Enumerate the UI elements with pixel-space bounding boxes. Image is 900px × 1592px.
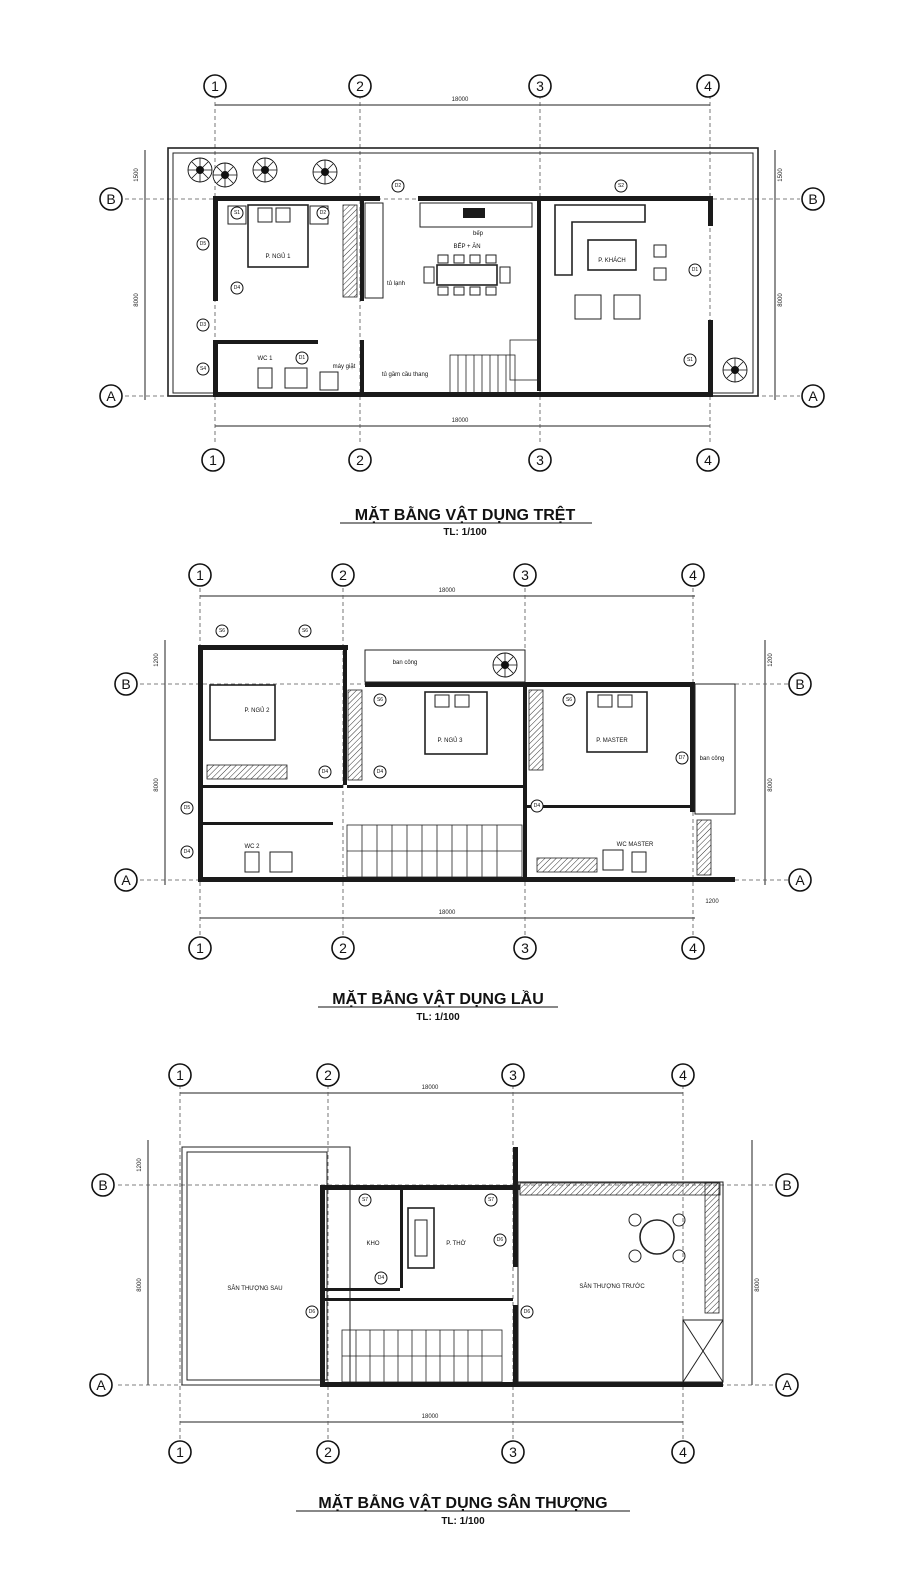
svg-text:3: 3 xyxy=(509,1067,517,1083)
svg-text:D3: D3 xyxy=(199,322,207,328)
svg-text:D6: D6 xyxy=(496,1237,504,1243)
plan-scale: TL: 1/100 xyxy=(416,1012,460,1023)
tag-marker xyxy=(231,282,243,294)
tag-marker xyxy=(197,238,209,250)
grid-bubble xyxy=(100,188,122,210)
dim-side-mid-left: 8000 xyxy=(134,293,140,307)
grid-bubble xyxy=(802,188,824,210)
svg-text:1: 1 xyxy=(209,452,217,468)
tag-marker xyxy=(296,352,308,364)
svg-text:D4: D4 xyxy=(377,1275,385,1281)
room-label: P. NGỦ 1 xyxy=(265,254,291,260)
grid-bubble xyxy=(204,75,226,97)
room-label: tủ gầm cầu thang xyxy=(381,372,429,378)
tag-marker xyxy=(359,1194,371,1206)
grid-bubble xyxy=(169,1441,191,1463)
grid-bubble xyxy=(514,564,536,586)
tag-marker xyxy=(563,694,575,706)
dim-overall-bottom: 18000 xyxy=(451,418,469,424)
svg-text:B: B xyxy=(98,1177,108,1193)
svg-text:4: 4 xyxy=(679,1067,687,1083)
svg-text:3: 3 xyxy=(521,567,529,583)
svg-text:4: 4 xyxy=(704,78,712,94)
tag-marker xyxy=(181,846,193,858)
grid-bubble xyxy=(514,937,536,959)
svg-text:B: B xyxy=(106,191,116,207)
svg-text:1: 1 xyxy=(196,940,204,956)
grid-bubble xyxy=(672,1441,694,1463)
room-label: KHO xyxy=(366,1241,380,1247)
svg-text:1: 1 xyxy=(176,1444,184,1460)
room-label: P. NGỦ 3 xyxy=(437,738,463,744)
grid-bubble xyxy=(202,449,224,471)
plan-upper xyxy=(115,564,811,1023)
svg-text:D4: D4 xyxy=(321,769,329,775)
dim-side-top-left: 1200 xyxy=(154,653,160,667)
grid-bubble xyxy=(529,449,551,471)
grid-bubble xyxy=(529,75,551,97)
svg-text:A: A xyxy=(782,1377,792,1393)
svg-text:A: A xyxy=(121,872,131,888)
grid-bubble xyxy=(169,1064,191,1086)
room-label: ban công xyxy=(392,660,418,666)
dim-overall-top: 18000 xyxy=(451,97,469,103)
dim-balcony: 1200 xyxy=(705,899,719,905)
grid-bubble xyxy=(189,937,211,959)
svg-text:3: 3 xyxy=(521,940,529,956)
grid-bubble xyxy=(349,75,371,97)
svg-text:D2: D2 xyxy=(319,210,327,216)
grid-bubble xyxy=(776,1174,798,1196)
svg-text:S4: S4 xyxy=(199,366,207,372)
tag-marker xyxy=(615,180,627,192)
svg-text:S7: S7 xyxy=(361,1197,369,1203)
dim-side-top-left: 1500 xyxy=(134,168,140,182)
dim-overall-bottom: 18000 xyxy=(438,910,456,916)
svg-text:S6: S6 xyxy=(376,697,384,703)
tag-marker xyxy=(231,207,243,219)
grid-bubble xyxy=(502,1441,524,1463)
svg-text:2: 2 xyxy=(356,78,364,94)
svg-text:S1: S1 xyxy=(233,210,241,216)
svg-text:D2: D2 xyxy=(394,183,402,189)
svg-text:S6: S6 xyxy=(565,697,573,703)
room-label: tủ lạnh xyxy=(386,281,406,287)
grid-bubble xyxy=(317,1064,339,1086)
room-label: WC MASTER xyxy=(616,842,654,848)
room-label: WC 1 xyxy=(257,356,273,362)
room-label: P. NGỦ 2 xyxy=(244,708,270,714)
plan-scale: TL: 1/100 xyxy=(443,527,487,538)
grid-bubble xyxy=(682,937,704,959)
svg-text:3: 3 xyxy=(509,1444,517,1460)
grid-bubble xyxy=(802,385,824,407)
svg-text:2: 2 xyxy=(339,940,347,956)
svg-text:4: 4 xyxy=(689,567,697,583)
svg-text:D1: D1 xyxy=(298,355,306,361)
svg-text:D6: D6 xyxy=(308,1309,316,1315)
svg-text:2: 2 xyxy=(324,1067,332,1083)
svg-text:A: A xyxy=(106,388,116,404)
tag-marker xyxy=(197,319,209,331)
dim-overall-top: 18000 xyxy=(438,588,456,594)
tag-marker xyxy=(375,1272,387,1284)
grid-bubble xyxy=(100,385,122,407)
plan-title: MẶT BẰNG VẬT DỤNG TRỆT xyxy=(354,507,576,524)
svg-text:A: A xyxy=(808,388,818,404)
room-label: P. THỜ xyxy=(446,1241,466,1247)
tag-marker xyxy=(485,1194,497,1206)
grid-bubble xyxy=(776,1374,798,1396)
svg-text:1: 1 xyxy=(211,78,219,94)
grid-bubble xyxy=(502,1064,524,1086)
grid-bubble xyxy=(189,564,211,586)
dim-side-mid-right: 8000 xyxy=(768,778,774,792)
room-label: BẾP + ĂN xyxy=(453,244,481,250)
svg-text:A: A xyxy=(96,1377,106,1393)
svg-text:S7: S7 xyxy=(487,1197,495,1203)
tag-marker xyxy=(374,766,386,778)
grid-bubble xyxy=(332,937,354,959)
svg-text:B: B xyxy=(795,676,805,692)
tag-marker xyxy=(531,800,543,812)
grid-bubble xyxy=(317,1441,339,1463)
room-label: SÂN THƯỢNG TRƯỚC xyxy=(579,1284,645,1290)
svg-text:D4: D4 xyxy=(233,285,241,291)
plan-title: MẶT BẰNG VẬT DỤNG SÂN THƯỢNG xyxy=(318,1495,608,1512)
tag-marker xyxy=(181,802,193,814)
grid-bubble xyxy=(672,1064,694,1086)
svg-text:D4: D4 xyxy=(533,803,541,809)
room-label: bếp xyxy=(472,231,484,237)
tag-marker xyxy=(197,363,209,375)
grid-bubble xyxy=(697,75,719,97)
grid-bubble xyxy=(115,869,137,891)
grid-bubble xyxy=(697,449,719,471)
dim-overall-bottom: 18000 xyxy=(421,1414,439,1420)
svg-text:D7: D7 xyxy=(678,755,686,761)
plan-title: MẶT BẰNG VẬT DỤNG LẦU xyxy=(332,991,544,1008)
svg-text:A: A xyxy=(795,872,805,888)
dim-side-top-left: 1200 xyxy=(137,1158,143,1172)
grid-bubble xyxy=(332,564,354,586)
plan-roof xyxy=(90,1064,798,1527)
svg-text:2: 2 xyxy=(356,452,364,468)
tag-marker xyxy=(521,1306,533,1318)
room-label: ban công xyxy=(699,756,725,762)
plan-ground xyxy=(100,75,824,538)
dim-side-top-right: 1500 xyxy=(778,168,784,182)
grid-bubble xyxy=(115,673,137,695)
tag-marker xyxy=(319,766,331,778)
dim-side-mid-left: 8000 xyxy=(137,1278,143,1292)
dim-side-top-right: 1200 xyxy=(768,653,774,667)
tag-marker xyxy=(299,625,311,637)
tag-marker xyxy=(306,1306,318,1318)
svg-text:B: B xyxy=(808,191,818,207)
svg-text:1: 1 xyxy=(176,1067,184,1083)
plan-scale: TL: 1/100 xyxy=(441,1516,485,1527)
svg-text:3: 3 xyxy=(536,78,544,94)
svg-text:4: 4 xyxy=(704,452,712,468)
room-label: P. KHÁCH xyxy=(598,258,626,264)
svg-text:2: 2 xyxy=(324,1444,332,1460)
svg-text:D5: D5 xyxy=(199,241,207,247)
grid-bubble xyxy=(90,1374,112,1396)
dim-side-mid-left: 8000 xyxy=(154,778,160,792)
tag-marker xyxy=(676,752,688,764)
grid-bubble xyxy=(92,1174,114,1196)
svg-text:D5: D5 xyxy=(183,805,191,811)
svg-text:3: 3 xyxy=(536,452,544,468)
tag-marker xyxy=(392,180,404,192)
grid-bubble xyxy=(789,869,811,891)
dim-side-mid-right: 8000 xyxy=(778,293,784,307)
svg-text:S6: S6 xyxy=(301,628,309,634)
tag-marker xyxy=(374,694,386,706)
grid-bubble xyxy=(789,673,811,695)
tag-marker xyxy=(216,625,228,637)
svg-text:D6: D6 xyxy=(523,1309,531,1315)
room-label: WC 2 xyxy=(244,844,260,850)
svg-text:4: 4 xyxy=(679,1444,687,1460)
svg-text:S2: S2 xyxy=(617,183,625,189)
svg-text:1: 1 xyxy=(196,567,204,583)
svg-text:S1: S1 xyxy=(686,357,694,363)
svg-text:B: B xyxy=(782,1177,792,1193)
room-label: P. MASTER xyxy=(596,738,628,744)
svg-text:D4: D4 xyxy=(183,849,191,855)
room-label: SÂN THƯỢNG SAU xyxy=(227,1286,283,1292)
svg-text:S6: S6 xyxy=(218,628,226,634)
tag-marker xyxy=(684,354,696,366)
grid-bubble xyxy=(349,449,371,471)
tag-marker xyxy=(317,207,329,219)
dim-overall-top: 18000 xyxy=(421,1085,439,1091)
svg-text:2: 2 xyxy=(339,567,347,583)
svg-text:D4: D4 xyxy=(376,769,384,775)
tag-marker xyxy=(494,1234,506,1246)
svg-text:D1: D1 xyxy=(691,267,699,273)
grid-bubble xyxy=(682,564,704,586)
dim-side-mid-right: 8000 xyxy=(755,1278,761,1292)
room-label: máy giặt xyxy=(332,364,356,370)
svg-text:4: 4 xyxy=(689,940,697,956)
tag-marker xyxy=(689,264,701,276)
svg-text:B: B xyxy=(121,676,131,692)
